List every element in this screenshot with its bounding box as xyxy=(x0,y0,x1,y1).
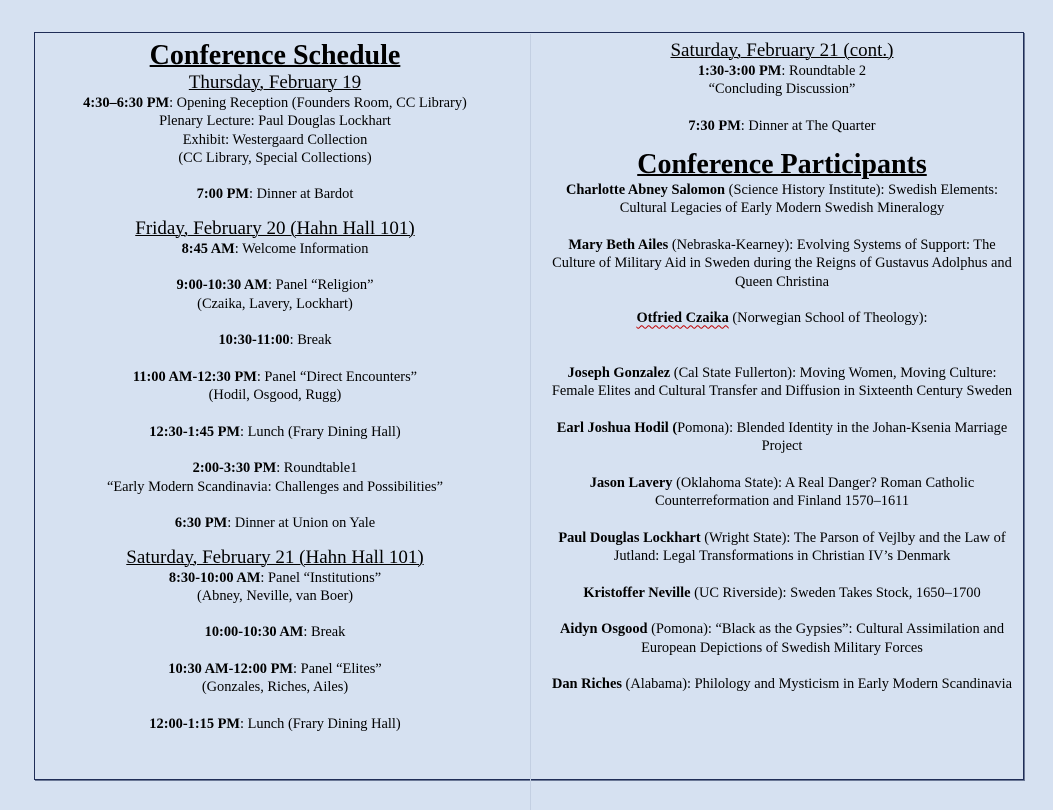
schedule-title: Conference Schedule xyxy=(149,40,401,71)
schedule-item: 1:30-3:00 PM: Roundtable 2 “Concluding Discussion” xyxy=(697,63,867,98)
schedule-column xyxy=(44,40,506,733)
schedule-item: 7:00 PM: Dinner at Bardot xyxy=(196,186,354,203)
schedule-item: 2:00-3:30 PM: Roundtable1 “Early Modern Scandinavia: Challenges and Possibilities” xyxy=(106,460,444,495)
participant-entry: Aidyn Osgood (Pomona): “Black as the Gypsies”: Cultural Assimilation and European Depictions of Swedish Military Forces xyxy=(559,621,1005,656)
participant-entry: Charlotte Abney Salomon (Science History Institute): Swedish Elements: Cultural Legacies of Early Modern Swedish Mineralogy xyxy=(565,182,999,217)
schedule-item: 12:00-1:15 PM: Lunch (Frary Dining Hall) xyxy=(149,715,401,732)
participant-entry: Earl Joshua Hodil (Pomona): Blended Identity in the Johan-Ksenia Marriage Project xyxy=(556,420,1008,455)
schedule-item: 6:30 PM: Dinner at Union on Yale xyxy=(174,515,376,532)
participant-entry: Otfried Czaika (Norwegian School of Theology): xyxy=(636,310,928,327)
saturday-cont-heading: Saturday, February 21 (cont.) xyxy=(670,40,894,61)
participant-entry: Jason Lavery (Oklahoma State): A Real Danger? Roman Catholic Counterreformation and Finland 1570–1611 xyxy=(589,474,975,510)
schedule-item: 11:00 AM-12:30 PM: Panel “Direct Encounters” (Hodil, Osgood, Rugg) xyxy=(132,368,418,404)
thursday-heading: Thursday, February 19 xyxy=(188,72,362,93)
schedule-item: 8:45 AM: Welcome Information xyxy=(181,240,369,257)
column-divider xyxy=(530,34,531,810)
participant-entry: Dan Riches (Alabama): Philology and Mysticism in Early Modern Scandinavia xyxy=(551,676,1013,693)
participant-entry: Kristoffer Neville (UC Riverside): Sweden Takes Stock, 1650–1700 xyxy=(583,584,981,601)
schedule-item: 8:30-10:00 AM: Panel “Institutions” (Abney, Neville, van Boer) xyxy=(168,569,382,604)
participant-entry: Joseph Gonzalez (Cal State Fullerton): Moving Women, Moving Culture: Female Elites and Cultural Transfer and Diffusion in Sixteenth Century Sweden xyxy=(551,365,1013,400)
participant-entry: Paul Douglas Lockhart (Wright State): The Parson of Vejlby and the Law of Jutland: Legal Transformations in Christian IV’s Denmark xyxy=(558,529,1006,565)
schedule-item: 4:30–6:30 PM: Opening Reception (Founders Room, CC Library) Plenary Lecture: Paul Douglas Lockhart Exhibit: Westergaard Collection (CC Library, Special Collections) xyxy=(83,95,467,166)
participants-column xyxy=(546,40,1018,694)
schedule-item: 9:00-10:30 AM: Panel “Religion” (Czaika, Lavery, Lockhart) xyxy=(176,277,374,312)
saturday-heading: Saturday, February 21 (Hahn Hall 101) xyxy=(126,546,424,568)
participant-entry: Mary Beth Ailes (Nebraska-Kearney): Evolving Systems of Support: The Culture of Military Aid in Sweden during the Reigns of Gustavus Adolphus and Queen Christina xyxy=(552,237,1012,290)
participants-title: Conference Participants xyxy=(637,149,927,181)
schedule-item: 7:30 PM: Dinner at The Quarter xyxy=(688,117,876,134)
friday-heading: Friday, February 20 (Hahn Hall 101) xyxy=(135,217,415,239)
schedule-item: 10:30-11:00: Break xyxy=(218,332,332,349)
schedule-item: 10:30 AM-12:00 PM: Panel “Elites” (Gonzales, Riches, Ailes) xyxy=(168,661,382,696)
schedule-item: 10:00-10:30 AM: Break xyxy=(204,624,346,641)
schedule-item: 12:30-1:45 PM: Lunch (Frary Dining Hall) xyxy=(149,423,401,440)
